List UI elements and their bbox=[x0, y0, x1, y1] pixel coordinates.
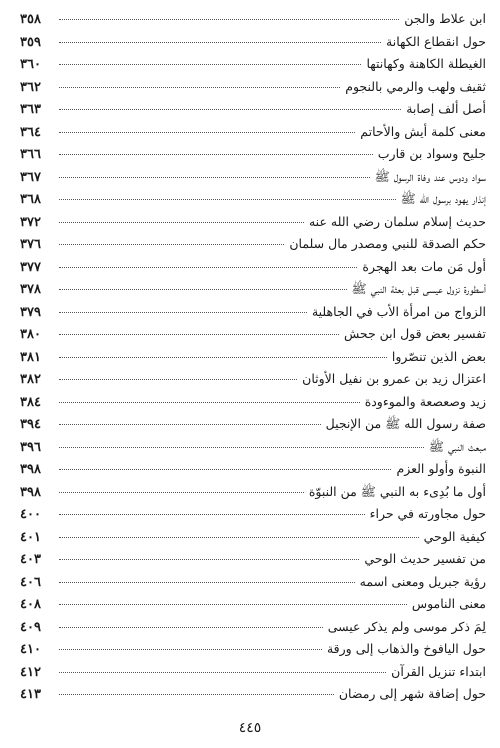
dot-leader bbox=[59, 267, 357, 268]
dot-leader bbox=[59, 424, 321, 425]
toc-entry bbox=[20, 368, 486, 391]
dot-leader bbox=[59, 289, 347, 290]
toc-entry-title: حول انقطاع الكهانة bbox=[386, 33, 486, 49]
toc-entry bbox=[20, 638, 486, 661]
dot-leader bbox=[59, 469, 391, 470]
dot-leader bbox=[59, 154, 373, 155]
toc-entry bbox=[20, 323, 486, 346]
toc-entry bbox=[20, 436, 486, 459]
toc-entry-page-number: ٣٦٧ bbox=[20, 169, 41, 185]
toc-entry-page-number: ٣٦٦ bbox=[20, 147, 41, 162]
toc-entry bbox=[20, 526, 486, 549]
toc-entry-page-number: ٣٦٠ bbox=[20, 57, 41, 72]
toc-entry-title: كيفية الوحي bbox=[423, 528, 486, 544]
toc-entry-title: صفة رسول الله ﷺ من الإنجيل bbox=[325, 416, 486, 431]
dot-leader bbox=[59, 694, 334, 695]
toc-entry-title: تفسير بعض قول ابن جحش bbox=[343, 326, 486, 341]
toc-entry-page-number: ٣٩٨ bbox=[20, 462, 41, 477]
toc-entry-page-number: ٣٦٤ bbox=[20, 124, 41, 140]
toc-entry-title: إنذار يهود برسول الله ﷺ bbox=[400, 191, 486, 206]
toc-entry bbox=[20, 188, 486, 211]
toc-entry-title: أصل ألف إصابة bbox=[406, 101, 486, 116]
toc-entry-title: مبعث النبي ﷺ bbox=[428, 438, 486, 454]
toc-entry-page-number: ٣٨٤ bbox=[20, 394, 41, 410]
dot-leader bbox=[59, 604, 407, 605]
dot-leader bbox=[59, 402, 360, 403]
toc-entry-title: ابتداء تنزيل القرآن bbox=[391, 663, 486, 679]
dot-leader bbox=[59, 649, 322, 650]
toc-entry bbox=[20, 346, 486, 369]
toc-entry-page-number: ٤٠٠ bbox=[20, 507, 41, 522]
toc-entry bbox=[20, 121, 486, 144]
toc-entry-page-number: ٣٥٨ bbox=[20, 12, 41, 27]
dot-leader bbox=[59, 559, 359, 560]
toc-entry bbox=[20, 616, 486, 639]
toc-entry bbox=[20, 683, 486, 706]
dot-leader bbox=[59, 19, 399, 20]
toc-entry-title: لِمَ ذكر موسى ولم يذكر عيسى bbox=[327, 618, 486, 634]
toc-entry-title: أول ما بُدِىء به النبي ﷺ من النبوّة bbox=[308, 483, 486, 499]
toc-entry-title: اعتزال زيد بن عمرو بن نفيل الأوثان bbox=[302, 371, 486, 386]
toc-entry-page-number: ٣٩٤ bbox=[20, 417, 41, 432]
toc-entry bbox=[20, 661, 486, 684]
toc-entry-page-number: ٣٦٣ bbox=[20, 102, 41, 117]
dot-leader bbox=[59, 334, 339, 335]
dot-leader bbox=[59, 537, 419, 538]
toc-entry bbox=[20, 256, 486, 279]
toc-entry-page-number: ٤١٣ bbox=[20, 687, 41, 702]
dot-leader bbox=[59, 357, 387, 358]
toc-entry bbox=[20, 278, 486, 301]
dot-leader bbox=[59, 177, 370, 178]
toc-entry-page-number: ٣٧٨ bbox=[20, 282, 41, 297]
toc-entry-page-number: ٣٩٦ bbox=[20, 439, 41, 455]
dot-leader bbox=[59, 582, 355, 583]
toc-entry-page-number: ٣٨١ bbox=[20, 349, 41, 365]
dot-leader bbox=[59, 447, 424, 448]
dot-leader bbox=[59, 222, 304, 223]
toc-entry bbox=[20, 503, 486, 526]
toc-entry-page-number: ٤١٠ bbox=[20, 642, 41, 657]
toc-entry bbox=[20, 593, 486, 616]
toc-entry bbox=[20, 301, 486, 324]
toc-entry-page-number: ٤٠٨ bbox=[20, 597, 41, 612]
dot-leader bbox=[59, 312, 307, 313]
toc-entry-page-number: ٣٦٢ bbox=[20, 79, 41, 95]
toc-entry bbox=[20, 53, 486, 76]
toc-entry-page-number: ٣٥٩ bbox=[20, 34, 41, 50]
toc-entry-title: الغيطلة الكاهنة وكهانتها bbox=[366, 56, 486, 71]
toc-entry-title: رؤية جبريل ومعنى اسمه bbox=[359, 573, 486, 589]
toc-entry-page-number: ٣٨٢ bbox=[20, 372, 41, 387]
toc-entry-page-number: ٣٦٨ bbox=[20, 192, 41, 207]
toc-entry bbox=[20, 31, 486, 54]
toc-entry-page-number: ٤٠٣ bbox=[20, 552, 41, 567]
toc-entry-title: معنى كلمة أيش والأحاتم bbox=[360, 123, 486, 139]
dot-leader bbox=[59, 87, 340, 88]
toc-entry-page-number: ٣٩٨ bbox=[20, 484, 41, 500]
toc-entry bbox=[20, 166, 486, 189]
toc-entry bbox=[20, 76, 486, 99]
toc-entry-page-number: ٣٧٧ bbox=[20, 259, 41, 275]
dot-leader bbox=[59, 109, 401, 110]
dot-leader bbox=[59, 199, 396, 200]
toc-entry-title: النبوة وأولو العزم bbox=[396, 461, 486, 476]
toc-entry-page-number: ٤١٢ bbox=[20, 664, 41, 680]
dot-leader bbox=[59, 132, 355, 133]
toc-entry-page-number: ٤٠٩ bbox=[20, 619, 41, 635]
toc-entry-title: جليح وسواد بن قارب bbox=[377, 146, 486, 161]
toc-entry bbox=[20, 211, 486, 234]
toc-entry-title: سواد ودوس عند وفاة الرسول ﷺ bbox=[374, 168, 486, 184]
dot-leader bbox=[59, 627, 323, 628]
toc-entry-page-number: ٤٠١ bbox=[20, 529, 41, 545]
toc-entry-page-number: ٣٧٦ bbox=[20, 237, 41, 252]
toc-entry bbox=[20, 143, 486, 166]
table-of-contents bbox=[20, 8, 486, 706]
dot-leader bbox=[59, 64, 361, 65]
dot-leader bbox=[59, 42, 381, 43]
toc-entry-title: بعض الذين تنصّروا bbox=[391, 348, 486, 364]
dot-leader bbox=[59, 379, 297, 380]
toc-entry bbox=[20, 8, 486, 31]
toc-entry-page-number: ٣٨٠ bbox=[20, 327, 41, 342]
toc-entry-title: ثقيف ولهب والرمي بالنجوم bbox=[345, 78, 486, 94]
toc-entry bbox=[20, 571, 486, 594]
toc-entry-title: حول اليافوخ والذهاب إلى ورقة bbox=[326, 641, 486, 656]
toc-entry-title: حكم الصدقة للنبي ومصدر مال سلمان bbox=[289, 236, 486, 251]
toc-entry-title: ابن علاط والجن bbox=[404, 11, 486, 26]
toc-entry-page-number: ٤٠٦ bbox=[20, 574, 41, 590]
dot-leader bbox=[59, 514, 365, 515]
toc-entry bbox=[20, 458, 486, 481]
toc-entry-title: معنى الناموس bbox=[411, 596, 486, 611]
toc-entry-page-number: ٣٧٩ bbox=[20, 304, 41, 320]
dot-leader bbox=[59, 244, 284, 245]
toc-entry-title: أسطورة نزول عيسى قبل بعثة النبي ﷺ bbox=[351, 281, 486, 296]
toc-entry-title: حديث إسلام سلمان رضي الله عنه bbox=[308, 213, 486, 229]
toc-entry-title: حول مجاورته في حراء bbox=[369, 506, 486, 521]
toc-entry-title: زيد وصعصعة والموءودة bbox=[364, 393, 486, 409]
toc-entry-title: من تفسير حديث الوحي bbox=[364, 551, 486, 566]
toc-entry-title: الزواج من امرأة الأب في الجاهلية bbox=[311, 303, 486, 319]
dot-leader bbox=[59, 492, 304, 493]
toc-entry bbox=[20, 391, 486, 414]
toc-entry-title: أول مَن مات بعد الهجرة bbox=[362, 258, 486, 274]
toc-entry bbox=[20, 98, 486, 121]
toc-entry bbox=[20, 481, 486, 504]
toc-entry-page-number: ٣٧٢ bbox=[20, 214, 41, 230]
toc-entry bbox=[20, 413, 486, 436]
toc-entry bbox=[20, 233, 486, 256]
toc-entry bbox=[20, 548, 486, 571]
page-number: ٤٤٥ bbox=[238, 720, 262, 736]
dot-leader bbox=[59, 672, 386, 673]
toc-entry-title: حول إضافة شهر إلى رمضان bbox=[338, 686, 486, 701]
